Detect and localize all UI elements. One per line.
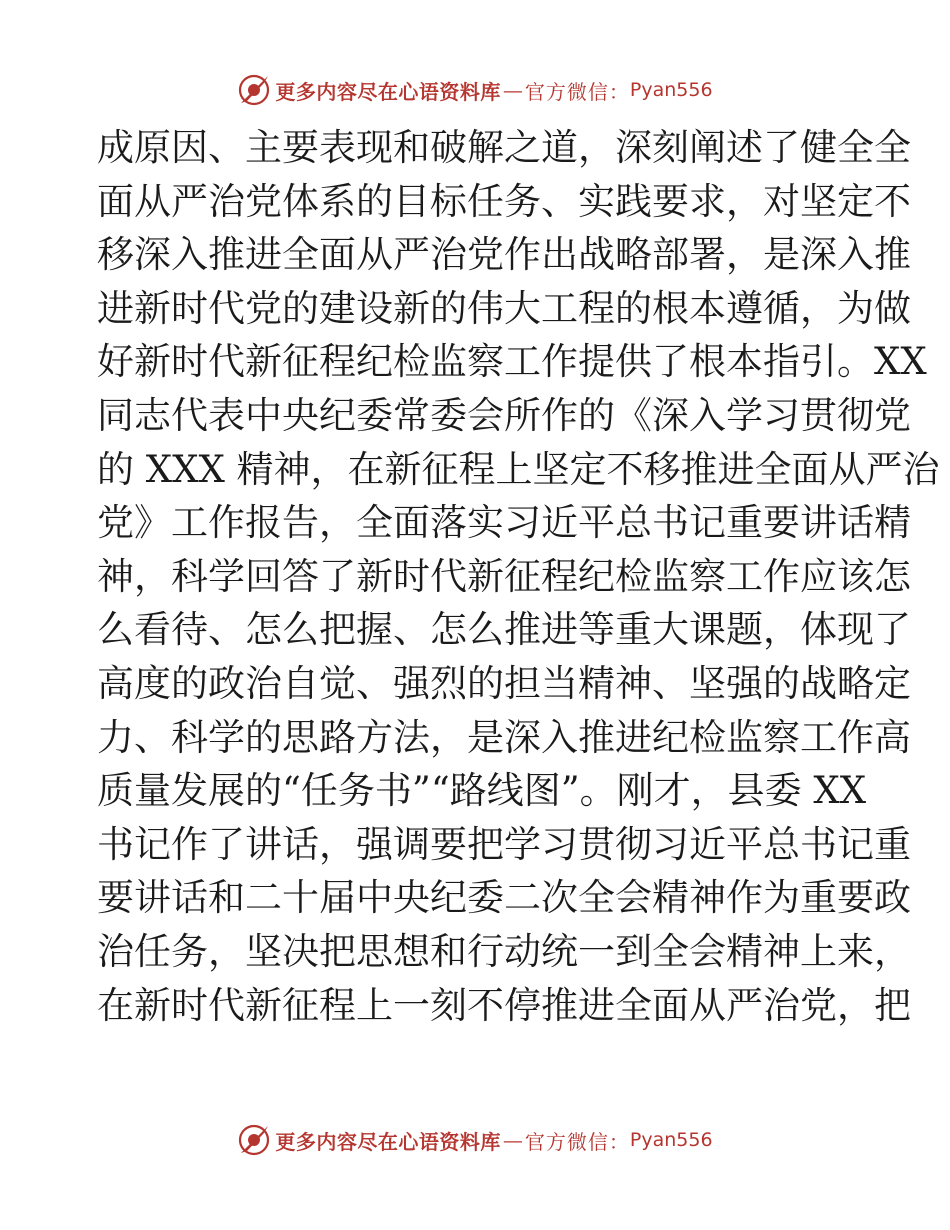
body-line: 的 XXX 精神，在新征程上坚定不移推进全面从严治 xyxy=(97,447,940,491)
banner-wechat-label: 官方微信： xyxy=(524,1129,630,1154)
body-line: 书记作了讲话，强调要把学习贯彻习近平总书记重 xyxy=(97,822,911,866)
banner-wechat-id: Pyan556 xyxy=(629,1129,713,1151)
banner-wechat-label: 官方微信： xyxy=(524,79,630,104)
document-body xyxy=(97,121,940,1032)
banner-main-text: 更多内容尽在心语资料库 xyxy=(275,1129,501,1154)
quill-logo-icon xyxy=(237,1123,271,1157)
body-line: 神，科学回答了新时代新征程纪检监察工作应该怎 xyxy=(97,554,911,598)
banner-wechat-id: Pyan556 xyxy=(629,79,713,101)
body-line: 治任务，坚决把思想和行动统一到全会精神上来， xyxy=(97,929,911,973)
body-line: 好新时代新征程纪检监察工作提供了根本指引。XX xyxy=(97,340,927,384)
body-line: 在新时代新征程上一刻不停推进全面从严治党，把 xyxy=(97,983,911,1027)
body-line: 高度的政治自觉、强烈的担当精神、坚强的战略定 xyxy=(97,661,911,705)
body-line: 面从严治党体系的目标任务、实践要求，对坚定不 xyxy=(97,179,911,223)
quill-logo-icon xyxy=(237,73,271,107)
body-line: 移深入推进全面从严治党作出战略部署，是深入推 xyxy=(97,233,911,277)
header-banner xyxy=(0,70,950,110)
body-line: 同志代表中央纪委常委会所作的《深入学习贯彻党 xyxy=(97,393,911,437)
footer-banner xyxy=(0,1120,950,1160)
body-line: 成原因、主要表现和破解之道，深刻阐述了健全全 xyxy=(97,126,911,169)
body-line: 力、科学的思路方法，是深入推进纪检监察工作高 xyxy=(97,715,911,759)
banner-separator: — xyxy=(502,78,523,102)
body-line: 要讲话和二十届中央纪委二次全会精神作为重要政 xyxy=(97,876,911,920)
banner-main-text: 更多内容尽在心语资料库 xyxy=(275,79,501,104)
body-line: 党》工作报告，全面落实习近平总书记重要讲话精 xyxy=(97,501,911,545)
body-line: 进新时代党的建设新的伟大工程的根本遵循，为做 xyxy=(97,286,911,330)
body-line: 质量发展的“任务书”“路线图”。刚才，县委 XX xyxy=(97,769,867,813)
body-line: 么看待、怎么把握、怎么推进等重大课题，体现了 xyxy=(97,608,911,652)
banner-separator: — xyxy=(502,1128,523,1152)
